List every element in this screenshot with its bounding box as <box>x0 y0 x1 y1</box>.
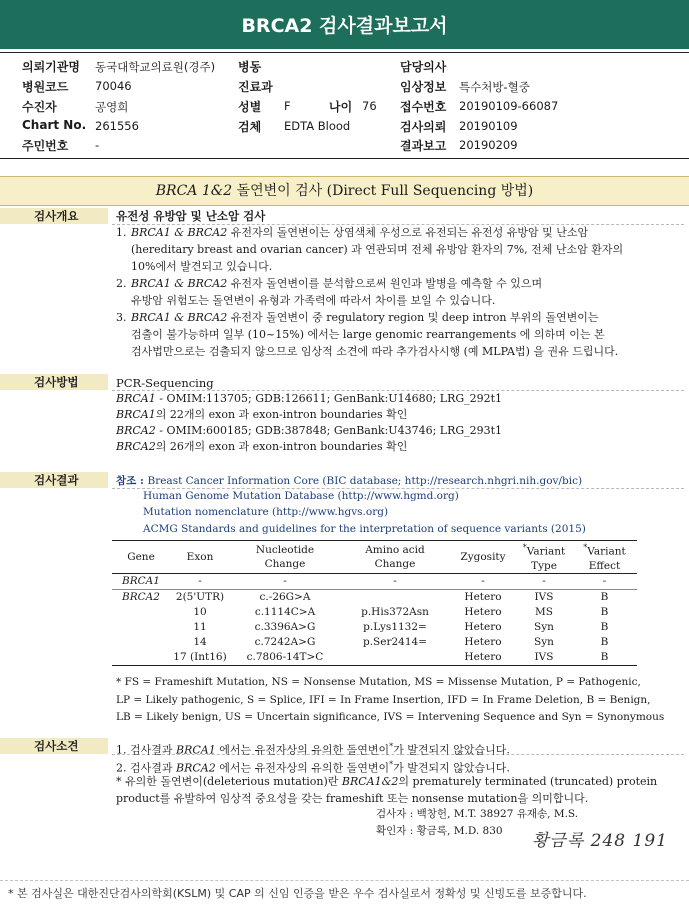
examiner-line: 검사자 : 백창헌, M.T. 38927 유재송, M.S. <box>376 808 579 820</box>
variant-cell: Hetero <box>450 650 516 666</box>
reference-line: Human Genome Mutation Database (http://www.hgmd.org) <box>143 490 459 502</box>
label-c2-2: 성별 <box>238 100 262 114</box>
variant-cell <box>112 620 170 635</box>
variant-cell <box>340 650 450 666</box>
variant-col-header: Amino acid Change <box>340 541 450 574</box>
method-line: BRCA1의 22개의 exon 과 exon-intron boundaries 확인 <box>116 408 408 421</box>
confirmer-line: 확인자 : 황금록, M.D. 830 <box>376 825 503 837</box>
variant-cell: Syn <box>534 636 554 648</box>
finding-line: 2. 검사결과 BRCA2 에서는 유전자상의 유의한 돌연변이*가 발견되지 않았습니다. <box>116 760 510 775</box>
variant-cell: Hetero <box>464 606 502 618</box>
section-label-overview: 검사개요 <box>34 209 79 223</box>
variant-cell: BRCA2 <box>122 591 160 603</box>
overview-line: 검사법만으로는 검출되지 않으므로 임상적 소견에 따라 추가검사시행 (예 MLPA법) 을 권유 드립니다. <box>131 345 619 358</box>
variant-cell: Syn <box>534 621 554 633</box>
label-age: 나이 <box>329 100 353 114</box>
variant-col-header: Gene <box>112 541 170 574</box>
variant-cell: Hetero <box>464 621 502 633</box>
value-2: 공영희 <box>95 100 129 114</box>
variant-cell: IVS <box>516 650 572 666</box>
variant-cell: c.7242A>G <box>254 636 316 648</box>
label-1: 병원코드 <box>22 80 69 94</box>
label-2: 수진자 <box>22 100 57 114</box>
method-line: BRCA2 - OMIM:600185; GDB:387848; GenBank:U43746; LRG_293t1 <box>116 424 503 437</box>
label-c3-1: 임상정보 <box>400 80 447 94</box>
variant-cell: 11 <box>193 621 207 633</box>
variant-col-header: Zygosity <box>450 541 516 574</box>
value-3: 261556 <box>95 119 139 133</box>
value-age: 76 <box>362 99 377 113</box>
section-label-result: 검사결과 <box>34 473 79 487</box>
variant-cell: B <box>600 606 609 618</box>
variant-cell: B <box>600 636 609 648</box>
reference-line: 참조 : Breast Cancer Information Core (BIC database; http://research.nhgri.nih.gov/bic) <box>116 475 583 487</box>
overview-num: 2. <box>116 277 127 290</box>
certification-note: * 본 검사실은 대한진단검사의학회(KSLM) 및 CAP 의 신임 인증을 받은 우수 검사실로서 정확성 및 신빙도를 보증합니다. <box>8 887 587 900</box>
variant-cell: c.7806-14T>C <box>230 650 340 666</box>
overview-line: 검출이 불가능하며 일부 (10~15%) 에서는 large genomic rearrangements 에 의하며 이는 본 <box>131 328 605 341</box>
overview-num: 1. <box>116 226 127 239</box>
section-rule-result <box>112 488 684 489</box>
label-c3-3: 검사의뢰 <box>400 120 447 134</box>
finding-line: 1. 검사결과 BRCA1 에서는 유전자상의 유의한 돌연변이*가 발견되지 않았습니다. <box>116 742 510 757</box>
label-c2-0: 병동 <box>238 60 262 74</box>
overview-line: BRCA1 & BRCA2 유전자 돌연변이 중 regulatory region 및 deep intron 부위의 돌연변이는 <box>131 311 599 324</box>
method-line: BRCA2의 26개의 exon 과 exon-intron boundaries 확인 <box>116 440 408 453</box>
value-c2-3: EDTA Blood <box>284 119 351 133</box>
variant-cell: Hetero <box>464 636 502 648</box>
variant-cell: IVS <box>534 591 554 603</box>
label-c3-4: 결과보고 <box>400 139 447 153</box>
variant-cell: - <box>516 573 572 589</box>
label-c3-2: 접수번호 <box>400 100 447 114</box>
variant-cell: B <box>572 650 637 666</box>
variant-cell: - <box>572 573 637 589</box>
variant-row <box>112 635 637 650</box>
label-c2-3: 검체 <box>238 120 262 134</box>
variant-cell: c.-26G>A <box>259 591 311 603</box>
variant-col-header: Exon <box>170 541 230 574</box>
variant-col-header: *Variant Type <box>516 541 572 574</box>
variant-cell: B <box>600 621 609 633</box>
variant-cell: - <box>230 573 340 589</box>
variant-cell: - <box>340 573 450 589</box>
variant-cell: MS <box>535 606 553 618</box>
reference-line: ACMG Standards and guidelines for the interpretation of sequence variants (2015) <box>143 523 586 535</box>
variant-cell: - <box>450 573 516 589</box>
section-label-method: 검사방법 <box>34 375 79 389</box>
footnote-line: LP = Likely pathogenic, S = Splice, IFI = In Frame Insertion, IFD = In Frame Deletion, B = Benign, <box>116 694 651 706</box>
variant-cell: 10 <box>193 606 207 618</box>
overview-line: 10%에서 발견되고 있습니다. <box>131 260 273 273</box>
variant-table-body <box>112 573 637 665</box>
variant-cell <box>112 635 170 650</box>
variant-row <box>112 589 637 605</box>
overview-line: BRCA1 & BRCA2 유전자 돌연변이를 분석함으로써 원인과 발병을 예측할 수 있으며 <box>131 277 543 290</box>
value-c3-3: 20190109 <box>459 119 518 133</box>
footer-rule <box>0 880 689 881</box>
test-title: BRCA 1&2 돌연변이 검사 (Direct Full Sequencing 방법) <box>155 183 534 199</box>
label-c2-1: 진료과 <box>238 80 273 94</box>
variant-cell: BRCA1 <box>112 573 170 589</box>
value-4: - <box>95 138 100 152</box>
variant-table-header <box>112 541 637 574</box>
value-c3-2: 20190109-66087 <box>459 99 559 113</box>
variant-table <box>112 540 637 666</box>
variant-cell: 2(5'UTR) <box>175 591 225 603</box>
overview-heading: 유전성 유방암 및 난소암 검사 <box>116 209 266 223</box>
reference-line: Mutation nomenclature (http://www.hgvs.org) <box>143 506 389 518</box>
overview-line: (hereditary breast and ovarian cancer) 과 연관되며 전체 유방암 환자의 7%, 전체 난소암 환자의 <box>131 243 624 256</box>
variant-row <box>112 650 637 666</box>
variant-cell: p.Ser2414= <box>362 636 427 648</box>
variant-cell: Hetero <box>464 591 502 603</box>
variant-row <box>112 605 637 620</box>
variant-cell: c.3396A>G <box>254 621 316 633</box>
method-line: PCR-Sequencing <box>116 376 214 390</box>
variant-cell: 14 <box>193 636 207 648</box>
report-title: BRCA2 검사결과보고서 <box>0 0 689 49</box>
finding-line: * 유의한 돌연변이(deleterious mutation)란 BRCA1&2의 prematurely terminated (truncated) protein <box>116 775 658 788</box>
method-line: BRCA1 - OMIM:113705; GDB:126611; GenBank:U14680; LRG_292t1 <box>116 392 503 405</box>
label-0: 의뢰기관명 <box>22 60 80 74</box>
variant-cell: 17 (Int16) <box>170 650 230 666</box>
variant-cell: - <box>170 573 230 589</box>
value-c3-1: 특수처방-혈중 <box>459 80 530 94</box>
variant-cell <box>112 605 170 620</box>
value-0: 동국대학교의료원(경주) <box>95 60 216 74</box>
overview-line: BRCA1 & BRCA2 유전자의 돌연변이는 상염색체 우성으로 유전되는 유전성 유방암 및 난소암 <box>131 226 589 239</box>
header-bottom-rule <box>0 158 689 159</box>
variant-cell <box>112 650 170 666</box>
finding-line: product를 유발하여 임상적 중요성을 갖는 frameshift 또는 nonsense mutation을 의미합니다. <box>116 792 589 805</box>
variant-cell: p.His372Asn <box>361 606 429 618</box>
variant-cell <box>340 589 450 605</box>
value-1: 70046 <box>95 79 132 93</box>
header-top-rule <box>0 52 689 53</box>
overview-num: 3. <box>116 311 127 324</box>
value-c3-4: 20190209 <box>459 138 518 152</box>
overview-line: 유방암 위험도는 돌연변이 유형과 가족력에 따라서 차이를 보일 수 있습니다. <box>131 294 496 307</box>
variant-col-header: Nucleotide Change <box>230 541 340 574</box>
variant-row <box>112 620 637 635</box>
handwritten-signature: 황금록 248 191 <box>532 831 668 851</box>
variant-cell: B <box>600 591 609 603</box>
variant-table-wrap <box>112 540 637 666</box>
value-c2-2: F <box>284 99 291 113</box>
label-4: 주민번호 <box>22 139 69 153</box>
variant-row <box>112 573 637 589</box>
label-c3-0: 담당의사 <box>400 60 447 74</box>
variant-col-header: *Variant Effect <box>572 541 637 574</box>
footnote-line: LB = Likely benign, US = Uncertain significance, IVS = Intervening Sequence and Syn = Synonymous <box>116 711 665 723</box>
variant-cell: p.Lys1132= <box>363 621 427 633</box>
variant-cell: c.1114C>A <box>254 606 316 618</box>
label-3: Chart No. <box>22 118 87 132</box>
footnote-line: * FS = Frameshift Mutation, NS = Nonsense Mutation, MS = Missense Mutation, P = Pathogenic, <box>116 676 641 688</box>
section-label-finding: 검사소견 <box>34 739 79 753</box>
